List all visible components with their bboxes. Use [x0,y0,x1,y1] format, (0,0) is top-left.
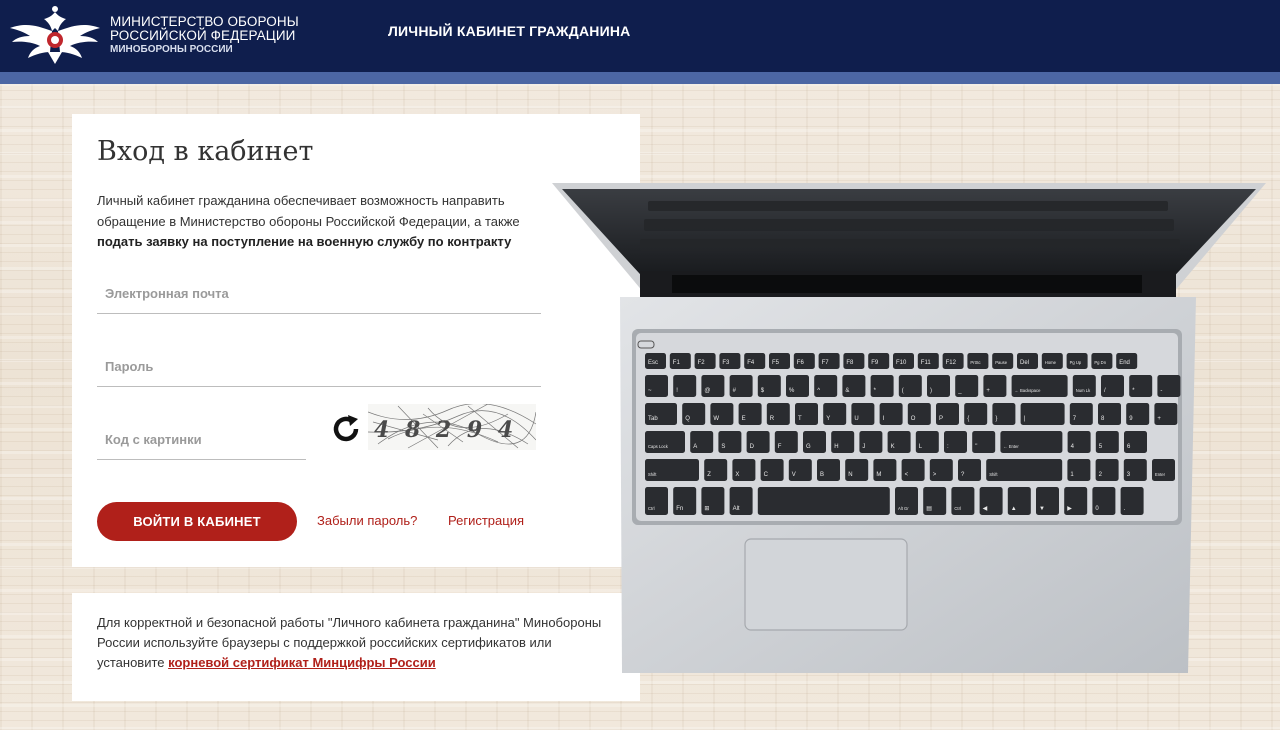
keyboard-key-label: ) [930,388,932,394]
cabinet-title: ЛИЧНЫЙ КАБИНЕТ ГРАЖДАНИНА [388,23,631,39]
keyboard-key-label: . [1123,506,1126,512]
laptop-illustration [548,175,1270,675]
ministry-short-name: МИНОБОРОНЫ РОССИИ [110,44,233,55]
keyboard-key-label: ← Backspace [1014,388,1041,393]
intro-text: Личный кабинет гражданина обеспечивает возможность направить обращение в Министерство обороны Российской Федерации, а также [97,193,520,229]
login-heading: Вход в кабинет [97,136,314,167]
keyboard-key-label: > [932,472,937,478]
keyboard-key-label: Alt [732,506,740,512]
keyboard-key-label: J [862,444,866,450]
keyboard-key-label: A [693,444,698,450]
keyboard-key [986,459,1062,481]
keyboard-key-label: O [910,416,916,422]
keyboard-key-label: Fn [676,506,684,512]
keyboard-key-label: + [1157,416,1161,422]
keyboard-key-label: ⊞ [704,506,710,512]
notice-body: Для корректной и безопасной работы "Личного кабинета гражданина" Минобороны России используйте браузеры с поддержкой российских сертификатов или установите [97,615,602,670]
keyboard-key-label: E [741,416,746,422]
keyboard-key-label: D [749,444,754,450]
captcha-noise [368,404,536,450]
email-field-wrapper [97,274,541,314]
keyboard-key-label: 5 [1098,444,1103,450]
keyboard-key-label: ? [961,472,965,478]
login-intro [97,191,527,253]
keyboard-key-label: 4 [1070,444,1074,450]
keyboard-key-label: 2 [1098,472,1102,478]
keyboard-key [1021,403,1065,425]
keyboard-key-label: @ [704,388,711,394]
captcha-code: 4 8 2 9 4 [374,417,518,443]
keyboard-key-label: F2 [697,360,705,366]
ministry-name-line1: МИНИСТЕРСТВО ОБОРОНЫ [110,14,299,29]
keyboard-key-label: $ [760,388,765,394]
keyboard-key-label: G [806,444,811,450]
keyboard-key-label: | [1023,416,1026,422]
captcha-field-wrapper [97,420,306,460]
keyboard-key-label: L [918,444,923,450]
keyboard-key-label: 6 [1127,444,1131,450]
keyboard-key-label: Pg Dn [1094,360,1107,365]
keyboard-key-label: Ctrl [954,506,961,511]
keyboard-key-label: % [789,388,795,394]
keyboard-key-label: Esc [648,360,659,366]
keyboard-key-label: K [890,444,895,450]
keyboard-key-label: R [769,416,775,422]
keyboard-key-label: N [848,472,853,478]
captcha-refresh-icon[interactable] [331,414,361,444]
keyboard-key [645,431,685,453]
keyboard-key-label: * [1132,388,1135,394]
keyboard-key [1012,375,1068,397]
keyboard-key-label: F4 [747,360,755,366]
keyboard-key-label: F5 [772,360,780,366]
keyboard-key-label: F8 [846,360,854,366]
keyboard-key-label: F1 [672,360,680,366]
keyboard-key-label: " [975,444,978,450]
keyboard-key-label: 9 [1129,416,1133,422]
keyboard-key [758,487,890,515]
keyboard-key-label: F9 [871,360,879,366]
keyboard-key-label: ◀ [982,506,988,512]
keyboard-key-label: + [986,388,990,394]
notice-text [97,613,617,673]
keyboard-key-label: Num Lk [1075,388,1091,393]
keyboard-key-label: 1 [1070,472,1074,478]
keyboard-key-label: & [845,388,850,394]
keyboard-key-label: ← Enter [1003,444,1019,449]
keyboard-key [1000,431,1062,453]
keyboard-key [645,459,699,481]
root-certificate-link[interactable]: корневой сертификат Минцифры России [168,655,436,670]
keyboard-key-label: _ [958,388,962,394]
keyboard-key-label: Home [1044,360,1056,365]
keyboard-key-label: } [995,416,998,422]
ministry-emblem-icon[interactable] [8,4,102,68]
keyboard-key-label: Del [1020,360,1030,366]
keyboard-key-label: Ctrl [648,506,655,511]
keyboard-key-label: Caps Lock [648,444,668,449]
forgot-password-link[interactable]: Забыли пароль? [317,513,418,528]
keyboard-key-label: F6 [796,360,804,366]
keyboard-key-label: F11 [920,360,931,366]
keyboard-key-label: - [1160,388,1163,394]
keyboard-key-label: F12 [945,360,956,366]
keyboard-key-label: ▤ [926,506,932,512]
site-header [0,0,1280,72]
keyboard-key-label: S [721,444,726,450]
keyboard-key-label: I [882,416,885,422]
ministry-name-line2: РОССИЙСКОЙ ФЕДЕРАЦИИ [110,28,296,43]
keyboard-key-label: Enter [1155,472,1166,477]
keyboard-key-label: X [735,472,740,478]
keyboard-key-label: F [777,444,782,450]
keyboard-key-label: Pause [995,360,1008,365]
ministry-name [110,15,299,57]
keyboard-key-label: C [763,472,768,478]
keyboard-key-label: W [713,416,720,422]
keyboard-key-label: ! [676,388,678,394]
keyboard-key-label: Tab [648,416,658,422]
keyboard-key-label: # [732,388,736,394]
keyboard-key-label: Shift [989,472,998,477]
keyboard-key-label: ( [901,388,904,394]
keyboard-key-label: H [834,444,839,450]
keyboard-key-label: Q [685,416,690,422]
header-stripe [0,72,1280,84]
login-submit-button[interactable]: ВОЙТИ В КАБИНЕТ [97,502,297,541]
keyboard-key-label: V [791,472,796,478]
keyboard-key [1152,459,1175,481]
password-field-wrapper [97,347,541,387]
keyboard-key-label: { [967,416,970,422]
keyboard-key-label: U [854,416,859,422]
keyboard-key-label: F10 [896,360,907,366]
email-input[interactable] [97,274,541,313]
captcha-image [368,404,536,450]
keyboard-key-label: Z [707,472,711,478]
keyboard-key-label: * [873,388,876,394]
keyboard-key-label: ^ [817,388,821,394]
keyboard-key-label: 3 [1126,472,1131,478]
keyboard-key-label: 7 [1072,416,1077,422]
register-link[interactable]: Регистрация [448,513,524,528]
keyboard-key-label: ▲ [1010,506,1017,512]
keyboard-key-label: ~ [648,388,652,394]
keyboard-key-label: 0 [1095,506,1099,512]
keyboard-key-label: P [939,416,944,422]
keyboard-key [1073,375,1096,397]
keyboard-key-label: PrtSc [970,360,981,365]
keyboard-key-label: / [1104,388,1106,394]
keyboard-key-label: M [876,472,882,478]
keyboard-key-label: B [820,472,825,478]
intro-bold-text: подать заявку на поступление на военную службу по контракту [97,234,512,249]
keyboard-key-label: ▼ [1039,506,1045,512]
keyboard-key-label: : [947,444,949,450]
keyboard-key-label: F3 [722,360,730,366]
keyboard-key-label: < [904,472,909,478]
keyboard-key-label: Alt Gr [898,506,909,511]
keyboard-key-label: F7 [821,360,829,366]
keyboard-key-label: ▶ [1067,506,1072,512]
keyboard-key-label: T [798,416,802,422]
password-input[interactable] [97,347,541,386]
keyboard-key-label: End [1119,360,1130,366]
keyboard-key-label: Pg Up [1069,360,1082,365]
keyboard-key-label: Y [826,416,831,422]
keyboard-key-label: Shift [648,472,657,477]
keyboard-key-label: 8 [1101,416,1105,422]
captcha-input[interactable] [97,420,306,459]
